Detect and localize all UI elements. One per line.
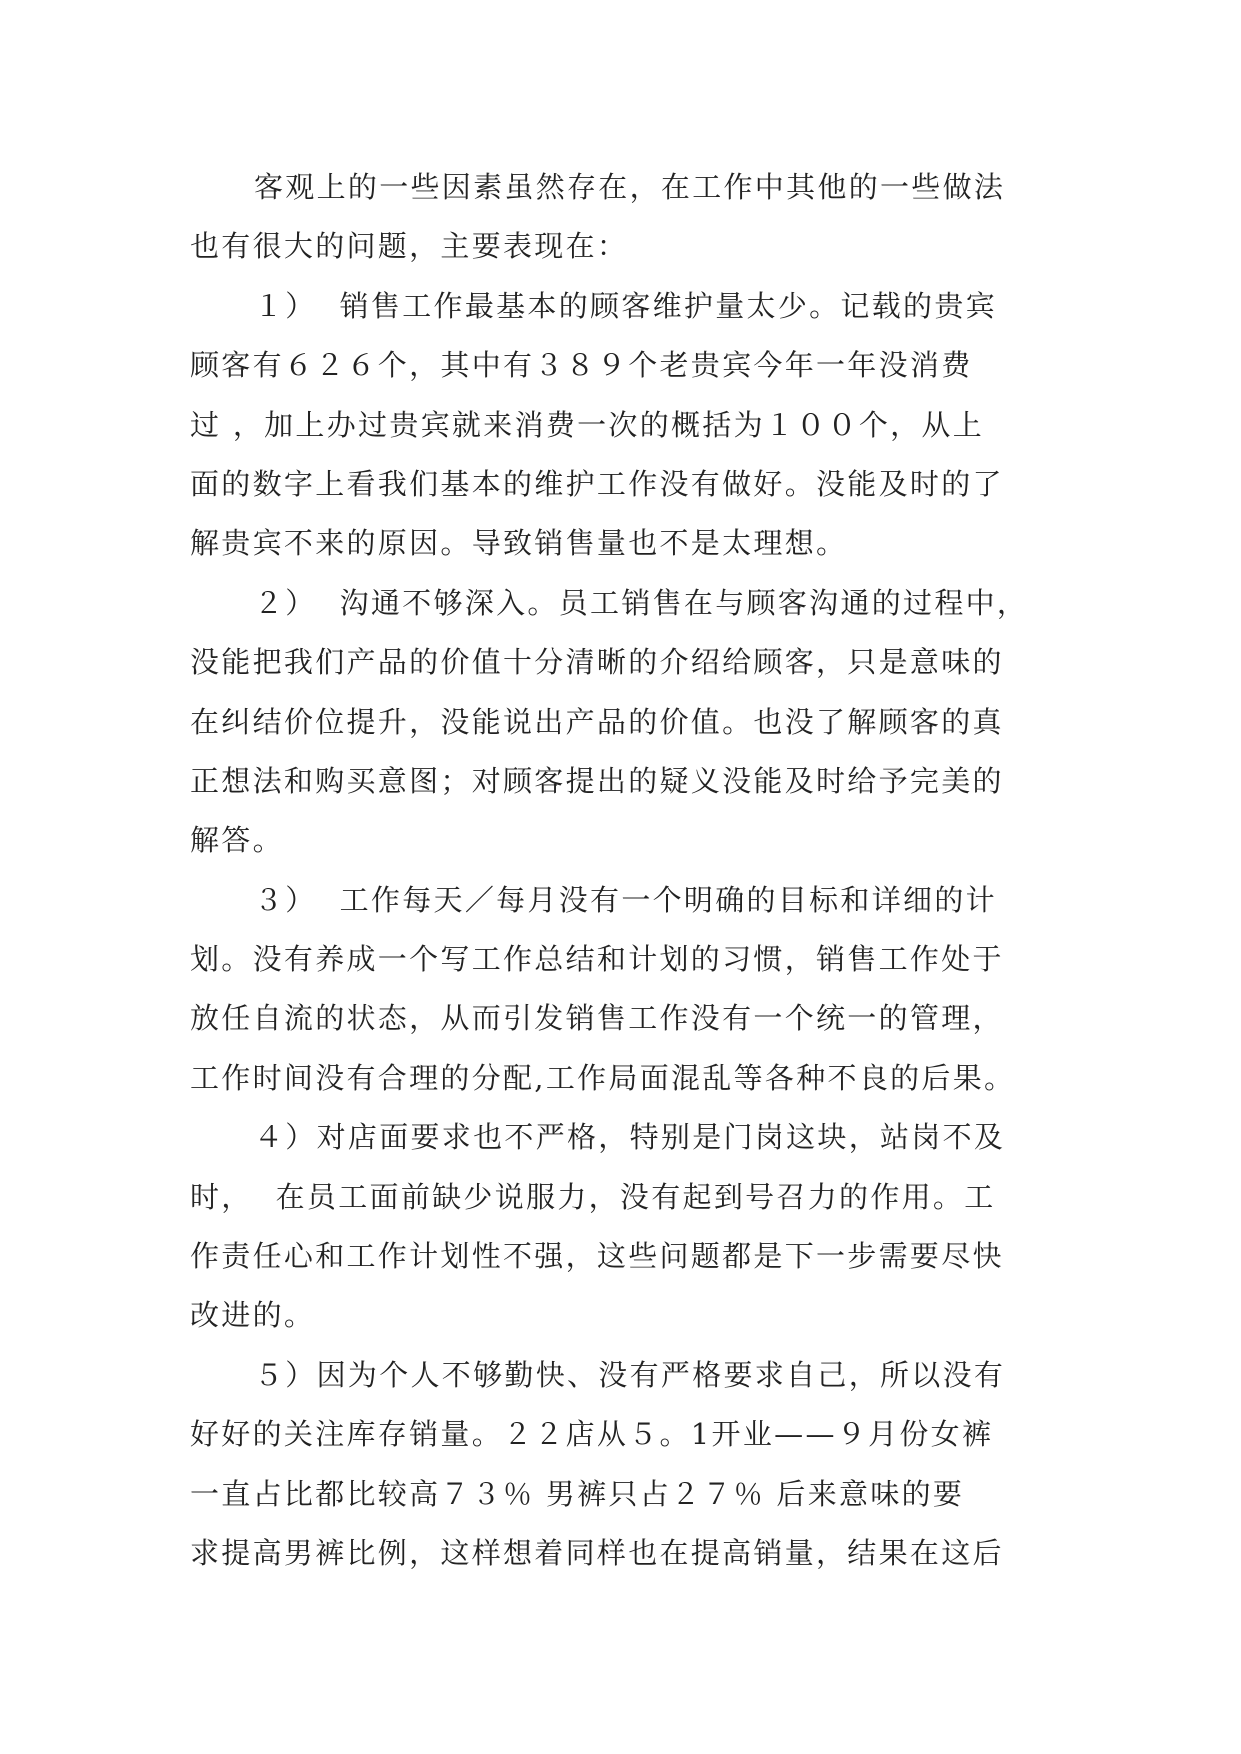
document-body — [190, 158, 1056, 1583]
item-2-line-3: 在纠结价位提升，没能说出产品的价值。也没了解顾客的真 — [190, 704, 1004, 739]
item-4-line-4: 改进的。 — [190, 1298, 316, 1333]
item-1-line-3: 过 ，加上办过贵宾就来消费一次的概括为１００个，从上 — [190, 407, 985, 442]
item-2-line-2: 没能把我们产品的价值十分清晰的介绍给顾客，只是意味的 — [190, 645, 1004, 680]
item-5-line-1: ５）因为个人不够勤快、没有严格要求自己，所以没有 — [254, 1357, 1006, 1392]
item-2-line-1: ２） 沟通不够深入。员工销售在与顾客沟通的过程中， — [254, 585, 1029, 620]
item-3-line-3: 放任自流的状态，从而引发销售工作没有一个统一的管理， — [190, 1001, 1004, 1036]
item-1-line-4: 面的数字上看我们基本的维护工作没有做好。没能及时的了 — [190, 466, 1004, 501]
item-3-line-2: 划。没有养成一个写工作总结和计划的习惯，销售工作处于 — [190, 942, 1004, 977]
item-1-line-5: 解贵宾不来的原因。导致销售量也不是太理想。 — [190, 526, 848, 561]
paragraph-1-line-1: 客观上的一些因素虽然存在，在工作中其他的一些做法 — [254, 170, 1006, 204]
item-5-line-3: 一直占比都比较高７３％ 男裤只占２７％ 后来意味的要 — [190, 1476, 965, 1511]
item-3-line-4: 工作时间没有合理的分配,工作局面混乱等各种不良的后果。 — [190, 1060, 1016, 1095]
item-4-line-1: ４）对店面要求也不严格，特别是门岗这块，站岗不及 — [254, 1120, 1006, 1155]
paragraph-1-line-2: 也有很大的问题，主要表现在： — [190, 229, 629, 264]
item-2-line-5: 解答。 — [190, 823, 284, 858]
item-1-line-2: 顾客有６２６个，其中有３８９个老贵宾今年一年没消费 — [190, 348, 973, 383]
item-3-line-1: ３） 工作每天／每月没有一个明确的目标和详细的计 — [254, 882, 997, 917]
item-5-line-2: 好好的关注库存销量。２２店从５。1开业——９月份女裤 — [190, 1417, 994, 1452]
item-2-line-4: 正想法和购买意图；对顾客提出的疑义没能及时给予完美的 — [190, 763, 1004, 798]
item-1-line-1: １） 销售工作最基本的顾客维护量太少。记载的贵宾 — [254, 288, 997, 323]
item-4-line-2: 时， 在员工面前缺少说服力，没有起到号召力的作用。工 — [190, 1179, 996, 1214]
item-5-line-4: 求提高男裤比例，这样想着同样也在提高销量，结果在这后 — [190, 1535, 1004, 1570]
item-4-line-3: 作责任心和工作计划性不强，这些问题都是下一步需要尽快 — [190, 1239, 1004, 1274]
